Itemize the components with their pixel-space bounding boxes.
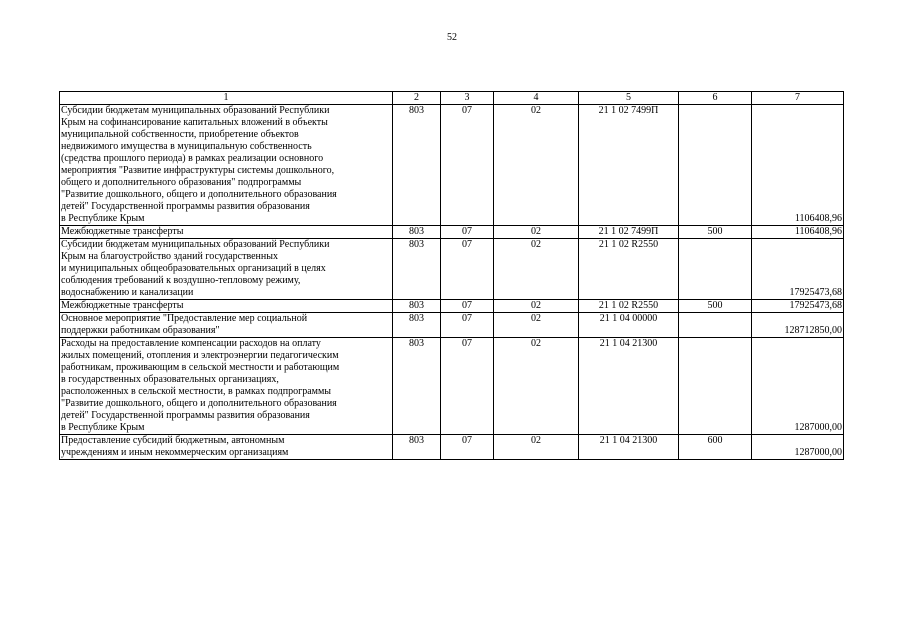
row-name-line: Крым на благоустройство зданий государственных bbox=[61, 251, 278, 262]
row-name-line: общего и дополнительного образования" подпрограммы bbox=[61, 177, 302, 188]
ministry-code: 803 bbox=[393, 226, 441, 239]
target-article-code: 21 1 04 21300 bbox=[579, 435, 679, 460]
column-header: 3 bbox=[441, 92, 494, 105]
section-code: 07 bbox=[441, 300, 494, 313]
row-name-line: в Республике Крым bbox=[61, 422, 145, 433]
table-row bbox=[60, 338, 844, 435]
ministry-code: 803 bbox=[393, 338, 441, 435]
row-name-line: мероприятия "Развитие инфраструктуры системы дошкольного, bbox=[61, 165, 335, 176]
amount: 128712850,00 bbox=[752, 313, 844, 338]
ministry-code: 803 bbox=[393, 313, 441, 338]
row-name-line: Субсидии бюджетам муниципальных образований Республики bbox=[61, 239, 330, 250]
subsection-code: 02 bbox=[494, 239, 579, 300]
row-name-line: Расходы на предоставление компенсации расходов на оплату bbox=[61, 338, 321, 349]
section-code: 07 bbox=[441, 226, 494, 239]
row-name bbox=[60, 300, 393, 313]
expense-type-code bbox=[679, 239, 752, 300]
section-code: 07 bbox=[441, 435, 494, 460]
expense-type-code: 500 bbox=[679, 226, 752, 239]
row-name-line: Крым на софинансирование капитальных вложений в объекты bbox=[61, 117, 328, 128]
target-article-code: 21 1 04 00000 bbox=[579, 313, 679, 338]
section-code: 07 bbox=[441, 105, 494, 226]
target-article-code: 21 1 02 7499П bbox=[579, 105, 679, 226]
row-name-line: соблюдения требований к воздушно-тепловому режиму, bbox=[61, 275, 301, 286]
target-article-code: 21 1 04 21300 bbox=[579, 338, 679, 435]
subsection-code: 02 bbox=[494, 338, 579, 435]
section-code: 07 bbox=[441, 338, 494, 435]
table-row bbox=[60, 300, 844, 313]
table-row bbox=[60, 435, 844, 460]
column-header: 6 bbox=[679, 92, 752, 105]
column-header: 1 bbox=[60, 92, 393, 105]
subsection-code: 02 bbox=[494, 300, 579, 313]
amount: 17925473,68 bbox=[752, 239, 844, 300]
ministry-code: 803 bbox=[393, 239, 441, 300]
target-article-code: 21 1 02 R2550 bbox=[579, 239, 679, 300]
amount: 1106408,96 bbox=[752, 226, 844, 239]
row-name-line: детей" Государственной программы развития образования bbox=[61, 201, 310, 212]
ministry-code: 803 bbox=[393, 435, 441, 460]
row-name bbox=[60, 226, 393, 239]
row-name bbox=[60, 239, 393, 300]
row-name-line: и муниципальных общеобразовательных организаций в целях bbox=[61, 263, 326, 274]
column-header: 4 bbox=[494, 92, 579, 105]
amount: 1287000,00 bbox=[752, 338, 844, 435]
expense-type-code bbox=[679, 105, 752, 226]
column-header: 2 bbox=[393, 92, 441, 105]
expense-type-code: 500 bbox=[679, 300, 752, 313]
ministry-code: 803 bbox=[393, 105, 441, 226]
row-name-line: работникам, проживающим в сельской местности и работающим bbox=[61, 362, 340, 373]
target-article-code: 21 1 02 R2550 bbox=[579, 300, 679, 313]
row-name-line: расположенных в сельской местности, в рамках подпрограммы bbox=[61, 386, 332, 397]
ministry-code: 803 bbox=[393, 300, 441, 313]
table-body bbox=[60, 105, 844, 460]
row-name-line: Межбюджетные трансферты bbox=[61, 226, 184, 237]
page-number: 52 bbox=[447, 32, 457, 43]
expense-type-code bbox=[679, 313, 752, 338]
target-article-code: 21 1 02 7499П bbox=[579, 226, 679, 239]
subsection-code: 02 bbox=[494, 105, 579, 226]
row-name bbox=[60, 105, 393, 226]
row-name bbox=[60, 338, 393, 435]
row-name-line: в Республике Крым bbox=[61, 213, 145, 224]
row-name-line: Межбюджетные трансферты bbox=[61, 300, 184, 311]
column-header: 5 bbox=[579, 92, 679, 105]
amount: 17925473,68 bbox=[752, 300, 844, 313]
budget-table bbox=[59, 91, 844, 460]
subsection-code: 02 bbox=[494, 226, 579, 239]
row-name-line: в государственных образовательных организациях, bbox=[61, 374, 279, 385]
row-name bbox=[60, 313, 393, 338]
row-name-line: жилых помещений, отопления и электроэнергии педагогическим bbox=[61, 350, 339, 361]
section-code: 07 bbox=[441, 313, 494, 338]
row-name-line: Предоставление субсидий бюджетным, автономным bbox=[61, 435, 285, 446]
row-name-line: детей" Государственной программы развития образования bbox=[61, 410, 310, 421]
column-header: 7 bbox=[752, 92, 844, 105]
section-code: 07 bbox=[441, 239, 494, 300]
row-name-line: "Развитие дошкольного, общего и дополнительного образования bbox=[61, 398, 337, 409]
row-name-line: "Развитие дошкольного, общего и дополнительного образования bbox=[61, 189, 337, 200]
row-name-line: учреждениям и иным некоммерческим организациям bbox=[61, 447, 289, 458]
table-row bbox=[60, 226, 844, 239]
expense-type-code: 600 bbox=[679, 435, 752, 460]
row-name-line: (средства прошлого периода) в рамках реализации основного bbox=[61, 153, 324, 164]
header-row bbox=[60, 92, 844, 105]
row-name-line: водоснабжению и канализации bbox=[61, 287, 194, 298]
row-name-line: муниципальной собственности, приобретение объектов bbox=[61, 129, 299, 140]
subsection-code: 02 bbox=[494, 435, 579, 460]
row-name-line: Субсидии бюджетам муниципальных образований Республики bbox=[61, 105, 330, 116]
row-name-line: Основное мероприятие "Предоставление мер социальной bbox=[61, 313, 308, 324]
table-row bbox=[60, 313, 844, 338]
row-name-line: недвижимого имущества в муниципальную собственность bbox=[61, 141, 312, 152]
expense-type-code bbox=[679, 338, 752, 435]
table-row bbox=[60, 239, 844, 300]
subsection-code: 02 bbox=[494, 313, 579, 338]
amount: 1106408,96 bbox=[752, 105, 844, 226]
table-row bbox=[60, 105, 844, 226]
row-name bbox=[60, 435, 393, 460]
row-name-line: поддержки работникам образования" bbox=[61, 325, 220, 336]
amount: 1287000,00 bbox=[752, 435, 844, 460]
